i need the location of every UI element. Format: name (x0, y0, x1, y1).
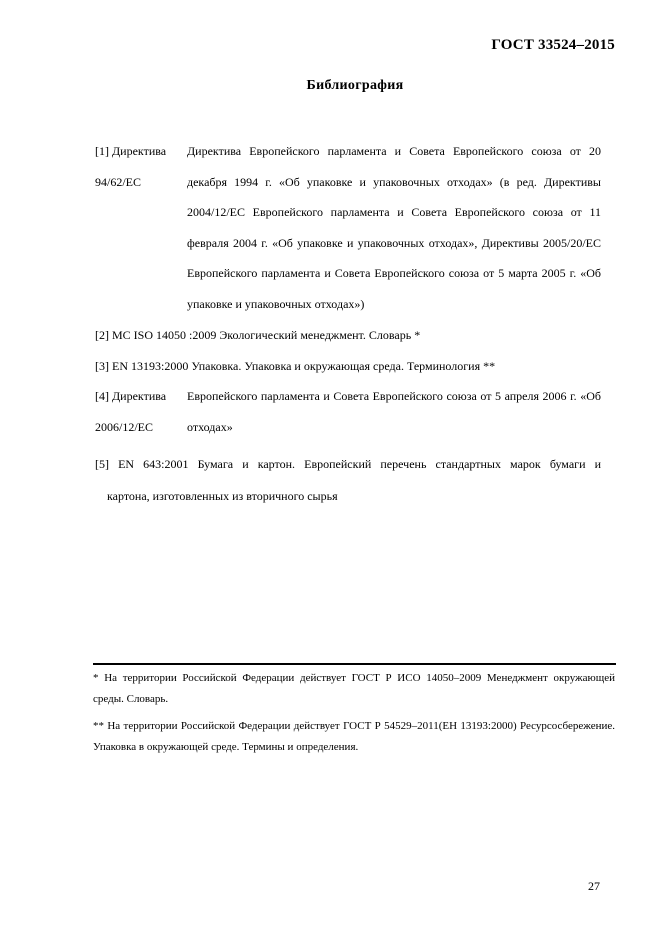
entry-text: Директива Европейского парламента и Совета Европейского союза от 20 декабря 1994 г. «Об упаковке и упаковочных отходах» (в ред. Директивы 2004/12/EC Европейского парламента и Совета Европейского союза от 11 февраля 2004 г. «Об упаковке и упаковочных отходах», Директивы 2005/20/EC Европейского парламента и Совета Европейского союза от 5 марта 2005 г. «Об упаковке и упаковочных отходах») (187, 144, 601, 311)
footnote: ** На территории Российской Федерации действует ГОСТ Р 54529–2011(ЕН 13193:2000) Ресурсосбережение. Упаковка в окружающей среде. Термины и определения. (93, 720, 615, 753)
footnote-divider (93, 663, 616, 665)
bibliography-entry: [3] EN 13193:2000 Упаковка. Упаковка и окружающая среда. Терминология ** (95, 358, 496, 373)
standard-code: ГОСТ 33524–2015 (491, 37, 615, 53)
bibliography-list (95, 136, 601, 512)
page-number: 27 (588, 879, 600, 893)
section-title: Библиография (306, 78, 404, 93)
footnote: * На территории Российской Федерации действует ГОСТ Р ИСО 14050–2009 Менеджмент окружающей среды. Словарь. (93, 672, 615, 705)
entry-text: [5] EN 643:2001 Бумага и картон. Европейский перечень стандартных марок бумаги и (95, 457, 601, 471)
bibliography-entry (95, 136, 601, 320)
bibliography-entry: [2] MC ISO 14050 :2009 Экологический менеджмент. Словарь * (95, 328, 421, 342)
bibliography-entry (95, 381, 601, 448)
entry-label: [4] Директива 2006/12/EC (95, 389, 167, 434)
entry-label: [1] Директива 94/62/EC (95, 144, 167, 189)
entry-text: Европейского парламента и Совета Европейского союза от 5 апреля 2006 г. «Об отходах» (187, 389, 601, 434)
bibliography-entry (95, 448, 601, 512)
entry-text-continued: картона, изготовленных из вторичного сырья (107, 489, 338, 503)
footnotes (93, 668, 615, 764)
